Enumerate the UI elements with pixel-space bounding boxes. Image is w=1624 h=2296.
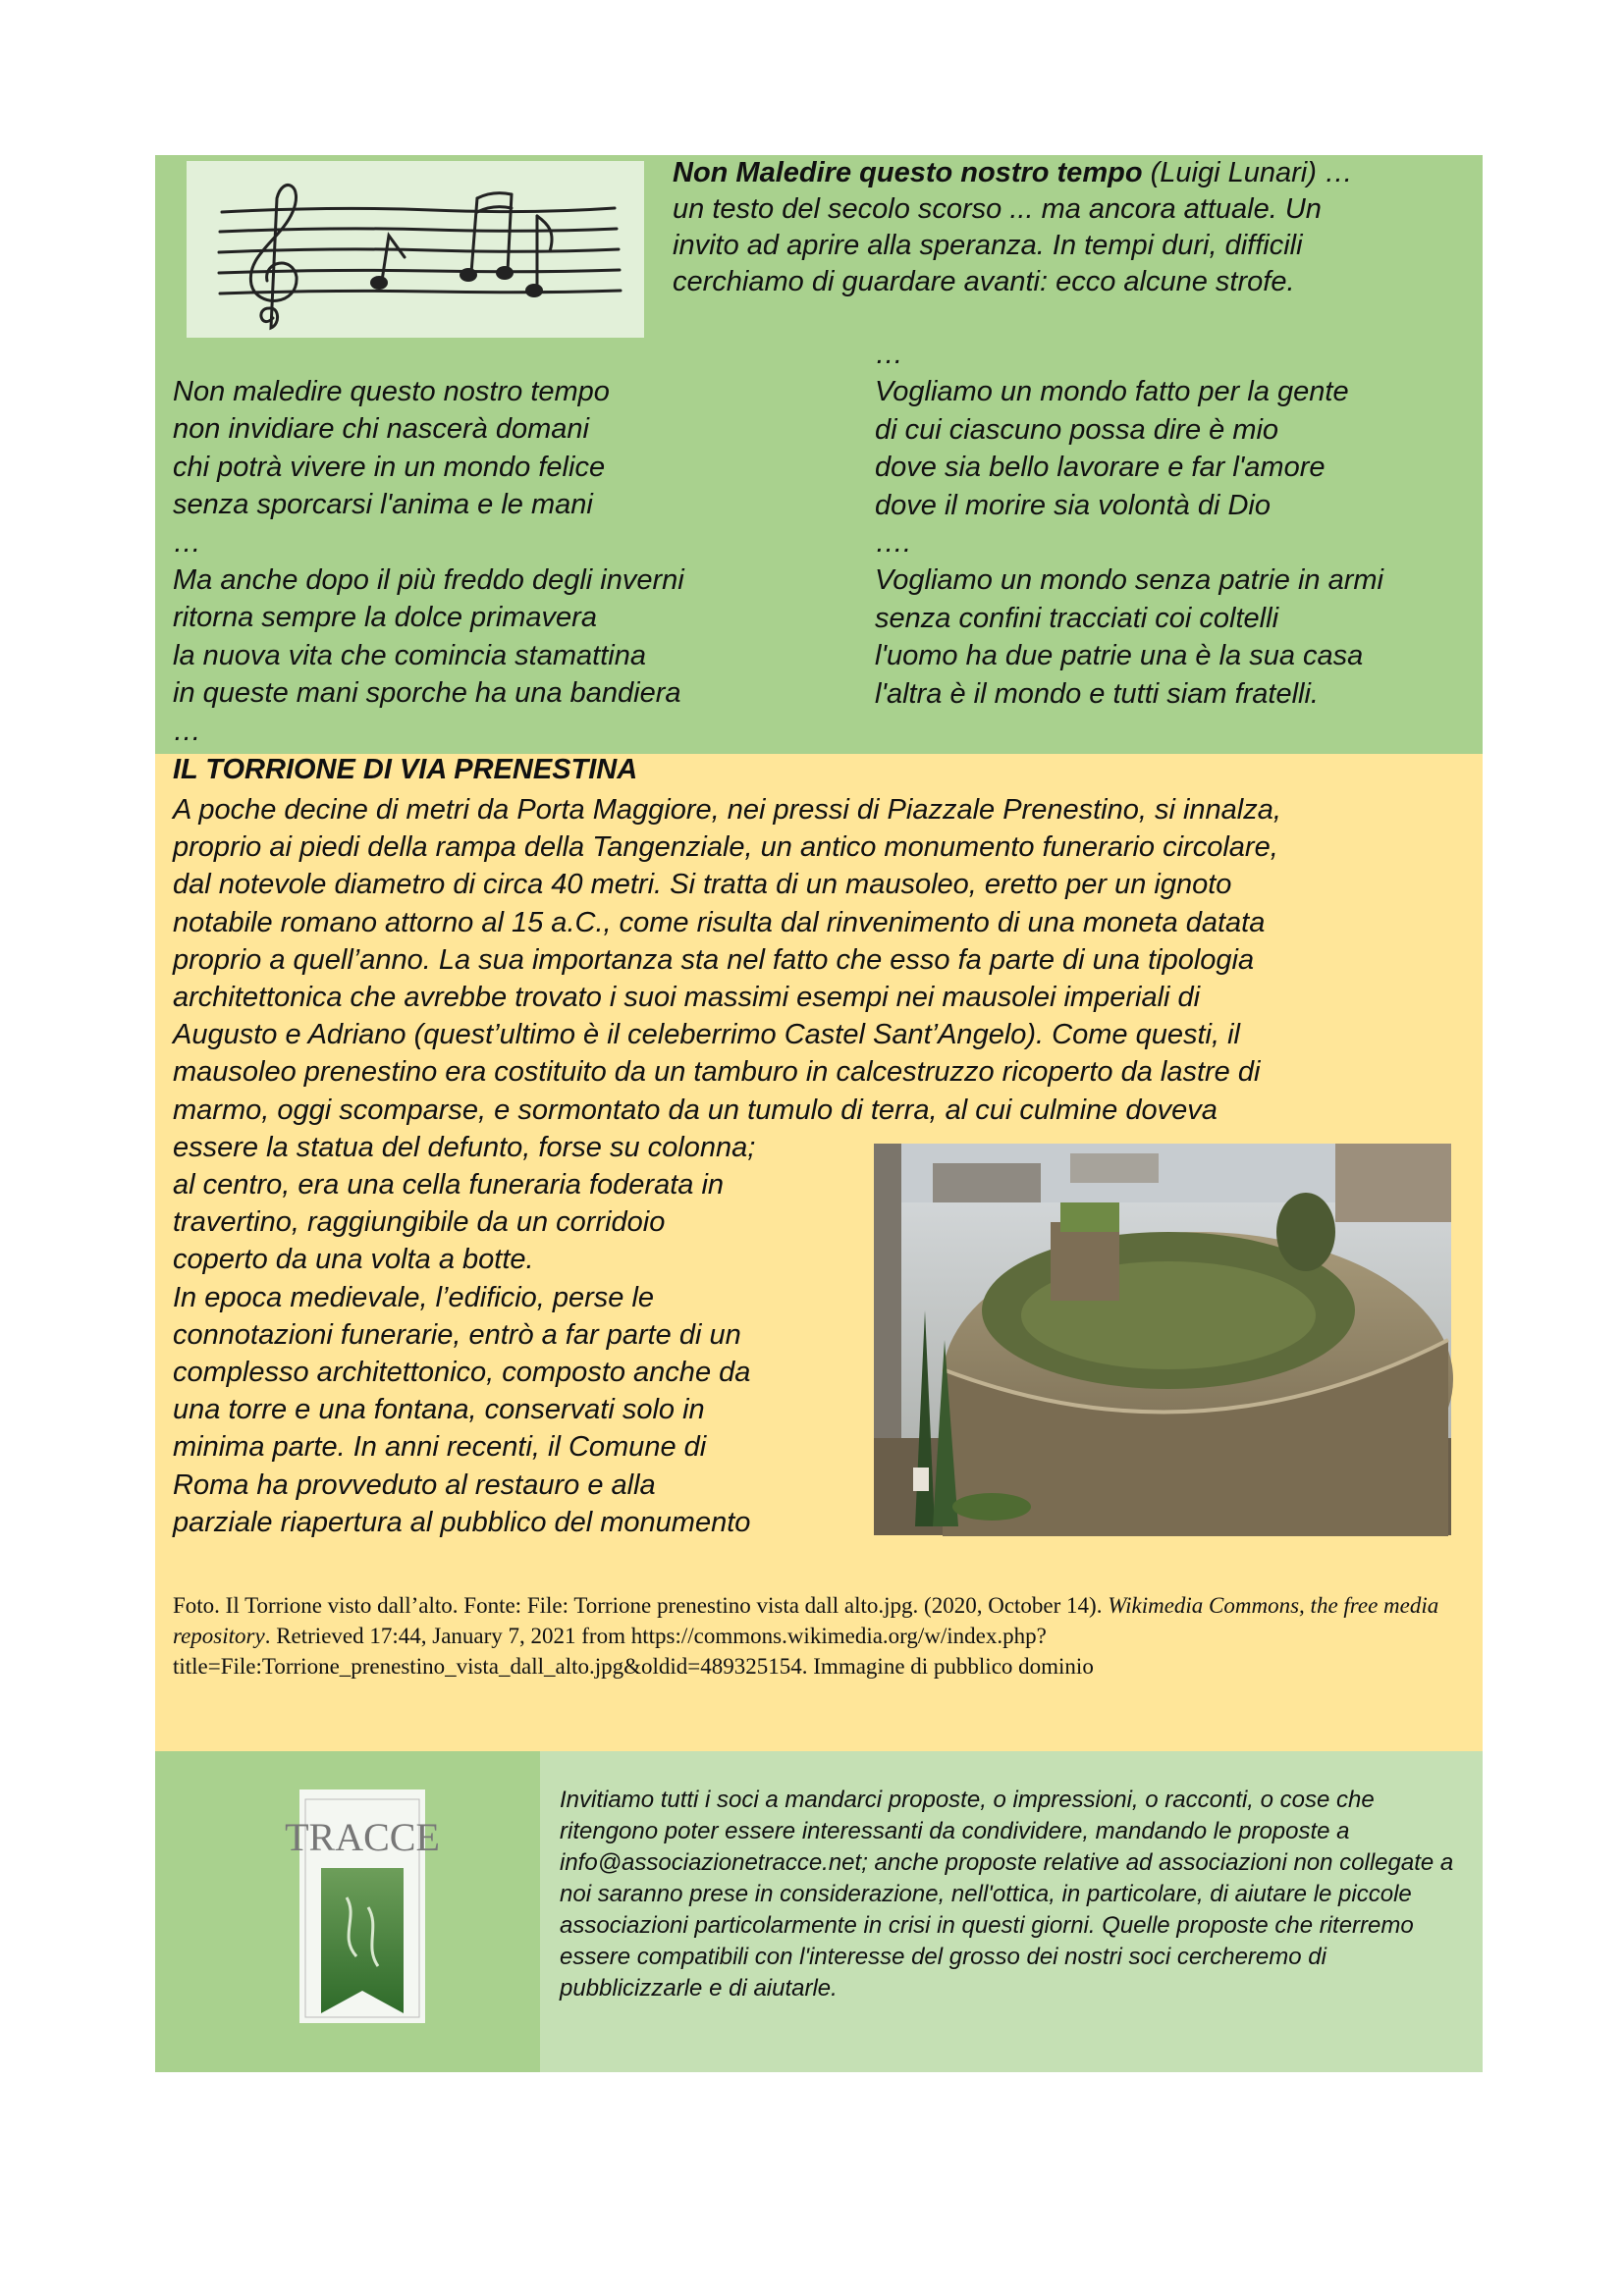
poem-right-column	[875, 336, 1383, 713]
article-line: complesso architettonico, composto anche da	[173, 1357, 751, 1389]
article-line: travertino, raggiungibile da un corridoio	[173, 1206, 666, 1239]
article-line: dal notevole diametro di circa 40 metri. Si tratta di un mausoleo, eretto per un ignoto	[173, 869, 1232, 901]
article-title: IL TORRIONE DI VIA PRENESTINA	[173, 754, 638, 785]
intro-line: invito ad aprire alla speranza. In tempi duri, difficili	[673, 230, 1303, 261]
caption-text: Foto. Il Torrione visto dall’alto. Fonte: File: Torrione prenestino vista dall alto.jpg. (2020, October 14).	[173, 1593, 1109, 1618]
article-line: A poche decine di metri da Porta Maggiore, nei pressi di Piazzale Prenestino, si innalza,	[173, 794, 1281, 826]
article-section	[155, 754, 1483, 1751]
poem-line: chi potrà vivere in un mondo felice	[173, 451, 606, 483]
caption-italic: Wikimedia Commons, the free media repository	[173, 1593, 1439, 1648]
poem-line: senza confini tracciati coi coltelli	[875, 602, 1279, 634]
poem-line: dove sia bello lavorare e far l'amore	[875, 452, 1326, 484]
article-line: al centro, era una cella funeraria foderata in	[173, 1169, 725, 1201]
article-line: Augusto e Adriano (quest’ultimo è il celeberrimo Castel Sant’Angelo). Come questi, il	[173, 1019, 1240, 1051]
article-line: Roma ha provveduto al restauro e alla	[173, 1468, 656, 1501]
footer-logo-panel	[155, 1751, 540, 2072]
article-line: connotazioni funerarie, entrò a far parte di un	[173, 1318, 741, 1351]
article-line: notabile romano attorno al 15 a.C., come risulta dal rinvenimento di una moneta datata	[173, 906, 1266, 938]
poem-line: l'altra è il mondo e tutti siam fratelli.	[875, 677, 1319, 710]
intro-title: Non Maledire questo nostro tempo	[673, 157, 1143, 188]
poem-line: Ma anche dopo il più freddo degli inverni	[173, 564, 684, 597]
article-line: mausoleo prenestino era costituito da un tamburo in calcestruzzo ricoperto da lastre di	[173, 1056, 1261, 1089]
poem-line: ritorna sempre la dolce primavera	[173, 602, 597, 634]
poem-line: …	[173, 526, 201, 559]
article-line: architettonica che avrebbe trovato i suoi massimi esempi nei mausolei imperiali di	[173, 982, 1201, 1014]
poem-line: ….	[875, 527, 912, 560]
torrione-photo	[874, 1144, 1451, 1535]
logo-lettering: TRACCE	[285, 1815, 440, 1859]
poem-line: la nuova vita che comincia stamattina	[173, 639, 646, 671]
article-line: In epoca medievale, l’edificio, perse le	[173, 1281, 655, 1313]
mausoleum-image	[874, 1144, 1451, 1535]
photo-caption	[173, 1590, 1469, 1682]
poem-line: l'uomo ha due patrie una è la sua casa	[875, 640, 1364, 672]
music-notes-icon	[187, 161, 644, 338]
poem-line: di cui ciascuno possa dire è mio	[875, 413, 1279, 446]
intro-line: un testo del secolo scorso ... ma ancora attuale. Un	[673, 193, 1322, 225]
intro-line: cerchiamo di guardare avanti: ecco alcune strofe.	[673, 266, 1295, 297]
music-staff-illustration	[187, 161, 644, 338]
tracce-logo-icon	[285, 1789, 440, 2023]
article-line: essere la statua del defunto, forse su colonna;	[173, 1131, 756, 1163]
article-line: una torre e una fontana, conservati solo in	[173, 1394, 705, 1426]
article-line: proprio a quell’anno. La sua importanza sta nel fatto che esso fa parte di una tipologia	[173, 943, 1255, 976]
poem-line: senza sporcarsi l'anima e le mani	[173, 489, 593, 521]
footer-invitation-text: Invitiamo tutti i soci a mandarci proposte, o impressioni, o racconti, o cose che ritengono poter essere interessanti da condividere, mandando le proposte a info@associazionetracce.net; anche proposte relative ad associazioni non collegate a noi saranno prese in considerazione, nell'ottica, in particolare, di aiutare le piccole associazioni particolarmente in crisi in questi giorni. Quelle proposte che riterremo essere compatibili con l'interesse del grosso dei nostri soci cercheremo di pubblicizzarle e di aiutarle.	[560, 1787, 1454, 2002]
poem-section	[155, 155, 1483, 754]
article-line: parziale riapertura al pubblico del monumento	[173, 1506, 751, 1538]
tracce-logo	[285, 1789, 440, 2023]
intro-first-line	[673, 155, 1468, 191]
poem-line: Vogliamo un mondo fatto per la gente	[875, 376, 1349, 408]
poem-intro	[673, 155, 1468, 300]
article-line: minima parte. In anni recenti, il Comune di	[173, 1431, 707, 1464]
article-line: proprio ai piedi della rampa della Tangenziale, un antico monumento funerario circolare,	[173, 831, 1278, 864]
article-line: marmo, oggi scomparse, e sormontato da un tumulo di terra, al cui culmine doveva	[173, 1094, 1218, 1126]
footer-text-panel	[540, 1751, 1483, 2072]
poem-line: …	[875, 339, 903, 370]
poem-line: …	[173, 715, 201, 747]
poem-line: dove il morire sia volontà di Dio	[875, 489, 1271, 521]
intro-author: (Luigi Lunari) …	[1142, 157, 1353, 188]
poem-line: in queste mani sporche ha una bandiera	[173, 677, 681, 710]
article-line: coperto da una volta a botte.	[173, 1244, 534, 1276]
poem-line: Non maledire questo nostro tempo	[173, 376, 610, 407]
poem-left-column	[173, 373, 684, 750]
poem-line: Vogliamo un mondo senza patrie in armi	[875, 564, 1383, 597]
caption-text-end: . Retrieved 17:44, January 7, 2021 from https://commons.wikimedia.org/w/index.php?title=File:Torrione_prenestino_vista_dall_alto.jpg&oldid=489325154. Immagine di pubblico dominio	[173, 1624, 1094, 1679]
footer-section	[155, 1751, 1483, 2072]
poem-line: non invidiare chi nascerà domani	[173, 413, 589, 446]
